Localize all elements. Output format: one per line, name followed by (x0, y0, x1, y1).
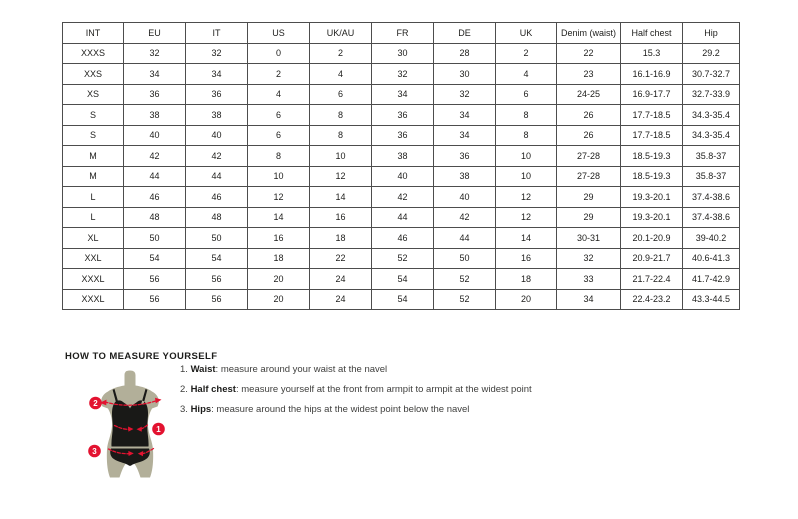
table-cell: 8 (496, 125, 557, 146)
table-cell: 54 (124, 248, 186, 269)
table-cell: 48 (124, 207, 186, 228)
table-cell: 20.1-20.9 (621, 228, 683, 249)
table-cell: 36 (372, 125, 434, 146)
table-cell: 40 (124, 125, 186, 146)
measure-title: HOW TO MEASURE YOURSELF (65, 351, 218, 362)
table-cell: 30.7-32.7 (683, 64, 740, 85)
table-cell: 23 (557, 64, 621, 85)
table-cell: 6 (248, 125, 310, 146)
table-cell: 40 (186, 125, 248, 146)
table-cell: 37.4-38.6 (683, 187, 740, 208)
table-cell: 29.2 (683, 43, 740, 64)
table-cell: 2 (310, 43, 372, 64)
table-cell: S (63, 105, 124, 126)
table-cell: 2 (496, 43, 557, 64)
table-cell: 14 (496, 228, 557, 249)
table-cell: 16.9-17.7 (621, 84, 683, 105)
table-row (63, 166, 740, 187)
table-cell: 18 (248, 248, 310, 269)
table-cell: 16.1-16.9 (621, 64, 683, 85)
table-cell: 8 (248, 146, 310, 167)
mannequin-neck (125, 371, 136, 389)
table-cell: 52 (434, 269, 496, 290)
table-cell: 32 (372, 64, 434, 85)
table-cell: XXXL (63, 289, 124, 310)
table-cell: 50 (186, 228, 248, 249)
table-cell: 6 (248, 105, 310, 126)
table-cell: 18.5-19.3 (621, 166, 683, 187)
table-cell: 0 (248, 43, 310, 64)
table-row (63, 84, 740, 105)
table-cell: 44 (372, 207, 434, 228)
table-cell: 36 (372, 105, 434, 126)
table-cell: 16 (310, 207, 372, 228)
table-row (63, 187, 740, 208)
table-row (63, 105, 740, 126)
table-cell: 36 (434, 146, 496, 167)
step-number: 1. (180, 364, 191, 375)
measure-steps (180, 364, 660, 424)
table-cell: 26 (557, 105, 621, 126)
table-cell: 28 (434, 43, 496, 64)
table-cell: 46 (186, 187, 248, 208)
table-cell: 19.3-20.1 (621, 187, 683, 208)
step-text: : measure around your waist at the navel (215, 364, 388, 375)
table-cell: 18 (310, 228, 372, 249)
table-row (63, 64, 740, 85)
table-cell: 10 (496, 166, 557, 187)
table-cell: 12 (248, 187, 310, 208)
table-cell: 37.4-38.6 (683, 207, 740, 228)
column-header: UK/AU (310, 23, 372, 44)
column-header: IT (186, 23, 248, 44)
table-cell: 12 (496, 207, 557, 228)
table-cell: 10 (310, 146, 372, 167)
header-row (63, 23, 740, 44)
table-cell: 38 (434, 166, 496, 187)
table-cell: 30 (434, 64, 496, 85)
table-cell: 50 (434, 248, 496, 269)
table-cell: XL (63, 228, 124, 249)
table-cell: 26 (557, 125, 621, 146)
table-cell: 30-31 (557, 228, 621, 249)
table-cell: 22.4-23.2 (621, 289, 683, 310)
column-header: FR (372, 23, 434, 44)
step-number: 3. (180, 404, 191, 415)
table-cell: XXS (63, 64, 124, 85)
table-cell: 32 (434, 84, 496, 105)
table-cell: 56 (186, 289, 248, 310)
table-cell: 35.8-37 (683, 166, 740, 187)
table-cell: 56 (186, 269, 248, 290)
table-cell: 42 (186, 146, 248, 167)
table-cell: 34 (186, 64, 248, 85)
step-text: : measure yourself at the front from armpit to armpit at the widest point (235, 384, 532, 395)
table-cell: 16 (248, 228, 310, 249)
table-cell: 20.9-21.7 (621, 248, 683, 269)
table-cell: 50 (124, 228, 186, 249)
table-cell: 29 (557, 207, 621, 228)
table-cell: 40 (372, 166, 434, 187)
table-cell: 8 (310, 105, 372, 126)
table-cell: 32 (124, 43, 186, 64)
table-cell: 52 (372, 248, 434, 269)
table-cell: 52 (434, 289, 496, 310)
table-cell: 54 (372, 289, 434, 310)
table-cell: 12 (496, 187, 557, 208)
table-cell: 54 (372, 269, 434, 290)
table-cell: 34 (124, 64, 186, 85)
table-cell: 29 (557, 187, 621, 208)
table-cell: 6 (310, 84, 372, 105)
table-cell: 6 (496, 84, 557, 105)
table-cell: 35.8-37 (683, 146, 740, 167)
table-cell: 32 (186, 43, 248, 64)
table-cell: 34.3-35.4 (683, 125, 740, 146)
table-row (63, 43, 740, 64)
table-cell: 22 (557, 43, 621, 64)
table-cell: 34 (372, 84, 434, 105)
table-cell: 44 (186, 166, 248, 187)
measure-step (180, 364, 660, 376)
badge-number: 2 (93, 399, 98, 408)
table-cell: 32.7-33.9 (683, 84, 740, 105)
table-cell: 36 (124, 84, 186, 105)
table-cell: 30 (372, 43, 434, 64)
table-cell: 2 (248, 64, 310, 85)
table-cell: 4 (310, 64, 372, 85)
table-cell: L (63, 207, 124, 228)
step-label: Half chest (190, 384, 236, 395)
table-row (63, 248, 740, 269)
table-row (63, 125, 740, 146)
table-cell: 10 (496, 146, 557, 167)
table-cell: 56 (124, 269, 186, 290)
table-cell: 40 (434, 187, 496, 208)
column-header: DE (434, 23, 496, 44)
waist-marker-badge (152, 423, 165, 436)
step-number: 2. (180, 384, 191, 395)
table-cell: 42 (372, 187, 434, 208)
table-cell: 10 (248, 166, 310, 187)
table-cell: M (63, 146, 124, 167)
table-row (63, 289, 740, 310)
table-cell: 48 (186, 207, 248, 228)
table-cell: 4 (248, 84, 310, 105)
table-cell: 42 (434, 207, 496, 228)
hips-marker-badge (88, 445, 101, 458)
table-cell: 27-28 (557, 146, 621, 167)
table-cell: XXL (63, 248, 124, 269)
table-cell: 18.5-19.3 (621, 146, 683, 167)
column-header: US (248, 23, 310, 44)
column-header: INT (63, 23, 124, 44)
column-header: Hip (683, 23, 740, 44)
table-cell: 18 (496, 269, 557, 290)
table-cell: 14 (248, 207, 310, 228)
table-cell: 39-40.2 (683, 228, 740, 249)
table-row (63, 207, 740, 228)
table-cell: 34 (557, 289, 621, 310)
table-cell: 8 (310, 125, 372, 146)
table-cell: XS (63, 84, 124, 105)
table-cell: 44 (124, 166, 186, 187)
table-cell: 24-25 (557, 84, 621, 105)
table-cell: 24 (310, 289, 372, 310)
table-cell: 38 (124, 105, 186, 126)
table-cell: 20 (496, 289, 557, 310)
table-cell: 33 (557, 269, 621, 290)
table-cell: 21.7-22.4 (621, 269, 683, 290)
table-cell: 34 (434, 125, 496, 146)
table-cell: 38 (372, 146, 434, 167)
table-cell: 12 (310, 166, 372, 187)
table-cell: 15.3 (621, 43, 683, 64)
measurement-diagram (85, 368, 175, 483)
table-cell: 17.7-18.5 (621, 125, 683, 146)
badge-number: 1 (156, 425, 161, 434)
table-body (63, 43, 740, 310)
table-cell: 20 (248, 269, 310, 290)
table-cell: 22 (310, 248, 372, 269)
table-cell: 44 (434, 228, 496, 249)
table-cell: 56 (124, 289, 186, 310)
table-cell: 36 (186, 84, 248, 105)
table-cell: 16 (496, 248, 557, 269)
table-cell: 34 (434, 105, 496, 126)
column-header: Half chest (621, 23, 683, 44)
measure-step (180, 384, 660, 396)
table-cell: S (63, 125, 124, 146)
table-row (63, 228, 740, 249)
table-cell: 8 (496, 105, 557, 126)
column-header: UK (496, 23, 557, 44)
table-cell: XXXL (63, 269, 124, 290)
table-cell: XXXS (63, 43, 124, 64)
table-cell: 41.7-42.9 (683, 269, 740, 290)
table-cell: 32 (557, 248, 621, 269)
column-header: EU (124, 23, 186, 44)
table-cell: 27-28 (557, 166, 621, 187)
step-label: Waist (190, 364, 216, 375)
table-cell: 19.3-20.1 (621, 207, 683, 228)
table-cell: 20 (248, 289, 310, 310)
table-cell: 40.6-41.3 (683, 248, 740, 269)
measure-step (180, 404, 660, 416)
table-cell: 24 (310, 269, 372, 290)
column-header: Denim (waist) (557, 23, 621, 44)
table-cell: 43.3-44.5 (683, 289, 740, 310)
table-cell: 46 (124, 187, 186, 208)
table-cell: 17.7-18.5 (621, 105, 683, 126)
size-chart-table (62, 22, 740, 310)
table-cell: 42 (124, 146, 186, 167)
half-chest-marker-badge (89, 397, 102, 410)
badge-number: 3 (92, 447, 97, 456)
table-cell: 14 (310, 187, 372, 208)
table-row (63, 146, 740, 167)
table-cell: 54 (186, 248, 248, 269)
step-label: Hips (190, 404, 212, 415)
table-row (63, 269, 740, 290)
mannequin-figure (101, 371, 159, 478)
step-text: : measure around the hips at the widest point below the navel (211, 404, 470, 415)
table-cell: L (63, 187, 124, 208)
table-cell: M (63, 166, 124, 187)
table-cell: 46 (372, 228, 434, 249)
table-cell: 34.3-35.4 (683, 105, 740, 126)
table-cell: 4 (496, 64, 557, 85)
table-cell: 38 (186, 105, 248, 126)
